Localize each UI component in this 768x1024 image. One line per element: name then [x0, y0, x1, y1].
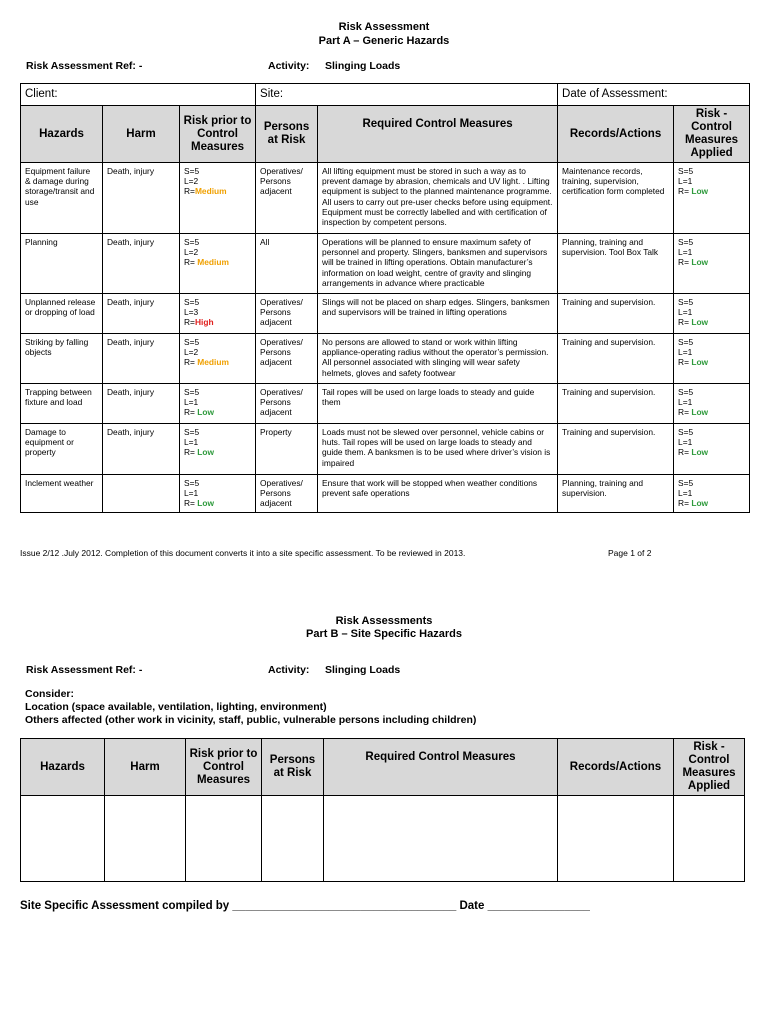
likelihood-value: L=3 — [184, 307, 199, 318]
risk-after-cell — [674, 424, 750, 475]
risk-rating-prefix: R= — [678, 186, 692, 197]
b-cell-risk-prior[interactable] — [186, 796, 262, 882]
hazard-row — [21, 234, 750, 294]
likelihood-value: L=1 — [678, 307, 693, 318]
risk-after-cell — [674, 234, 750, 294]
part-a-activity-value: Slinging Loads — [325, 60, 401, 72]
severity-value: S=5 — [184, 237, 200, 247]
risk-rating — [678, 257, 745, 267]
records-cell: Training and supervision. — [558, 384, 674, 424]
risk-rating-prefix: R= — [184, 257, 198, 268]
harm-cell: Death, injury — [103, 384, 180, 424]
hazard-row — [21, 294, 750, 334]
consider-location: Location (space available, ventilation, lighting, environment) — [25, 701, 327, 713]
part-a-subtitle: Part A – Generic Hazards — [318, 35, 450, 47]
likelihood-value: L=1 — [678, 347, 693, 358]
risk-rating-prefix: R= — [184, 186, 195, 197]
likelihood-value: L=1 — [184, 397, 199, 408]
hazard-cell: Inclement weather — [21, 475, 103, 513]
persons-cell: Operatives/ Persons adjacent — [256, 163, 318, 234]
part-b-activity-label: Activity: — [268, 664, 310, 676]
severity-value: S=5 — [184, 427, 200, 437]
likelihood-value: L=2 — [184, 176, 199, 187]
risk-rating-prefix: R= — [184, 317, 195, 328]
b-header-hazards: Hazards — [21, 739, 105, 796]
risk-prior-cell — [180, 334, 256, 384]
persons-cell: Operatives/ Persons adjacent — [256, 294, 318, 334]
risk-level-low: Low — [691, 186, 709, 197]
footer-page: Page 1 of 2 — [608, 548, 652, 558]
harm-cell — [103, 475, 180, 513]
risk-level-medium: Medium — [197, 357, 229, 368]
risk-level-low: Low — [197, 447, 215, 458]
records-cell: Planning, training and supervision. — [558, 475, 674, 513]
risk-prior-cell — [180, 163, 256, 234]
severity-value: S=5 — [184, 337, 200, 347]
header-measures: Required Control Measures — [318, 106, 558, 163]
likelihood-value: L=1 — [678, 397, 693, 408]
severity-value: S=5 — [678, 237, 694, 247]
risk-rating — [678, 407, 745, 417]
hazard-row — [21, 334, 750, 384]
risk-rating — [184, 498, 251, 508]
measures-cell: Tail ropes will be used on large loads to steady and guide them — [318, 384, 558, 424]
part-a-header-row — [21, 106, 750, 163]
likelihood-value: L=2 — [184, 247, 199, 258]
part-b-table — [20, 738, 745, 882]
records-cell: Training and supervision. — [558, 424, 674, 475]
records-cell: Training and supervision. — [558, 334, 674, 384]
risk-after-cell — [674, 163, 750, 234]
severity-value: S=5 — [678, 478, 694, 488]
measures-cell: All lifting equipment must be stored in such a way as to prevent damage by abrasion, chemicals and UV light. . Lifting equipment is subject to the planned maintenance programme. All users to carry out pre-user checks before using equipment. Equipment must be correctly labelled and with certification of inspection by competent persons. — [318, 163, 558, 234]
header-records: Records/Actions — [558, 106, 674, 163]
risk-rating — [184, 186, 251, 196]
risk-level-low: Low — [691, 498, 709, 509]
likelihood-value: L=2 — [184, 347, 199, 358]
risk-prior-cell — [180, 384, 256, 424]
persons-cell: Operatives/ Persons adjacent — [256, 334, 318, 384]
header-hazards: Hazards — [21, 106, 103, 163]
risk-rating — [678, 186, 745, 196]
hazard-row — [21, 475, 750, 513]
b-cell-persons[interactable] — [262, 796, 324, 882]
risk-rating — [678, 498, 745, 508]
measures-cell: Slings will not be placed on sharp edges. Slingers, banksmen and supervisors will be trained in lifting operations — [318, 294, 558, 334]
severity-value: S=5 — [678, 427, 694, 437]
harm-cell: Death, injury — [103, 163, 180, 234]
measures-cell: Loads must not be slewed over personnel, vehicle cabins or huts. Tail ropes will be used on large loads to steady and guide them. A banksmen is to be used where driver’s vision is impaired — [318, 424, 558, 475]
likelihood-value: L=1 — [184, 488, 199, 499]
b-cell-measures[interactable] — [324, 796, 558, 882]
risk-prior-cell — [180, 294, 256, 334]
part-a-activity-label: Activity: — [268, 60, 310, 72]
risk-level-high: High — [194, 317, 214, 328]
signature-line: Site Specific Assessment compiled by ___________________________________ Date ________________ — [20, 900, 590, 912]
risk-rating-prefix: R= — [678, 498, 692, 509]
b-header-persons: Persons at Risk — [262, 739, 324, 796]
severity-value: S=5 — [184, 166, 200, 176]
harm-cell: Death, injury — [103, 334, 180, 384]
part-b-header-row — [21, 739, 745, 796]
risk-after-cell — [674, 384, 750, 424]
hazard-row — [21, 163, 750, 234]
risk-rating — [184, 357, 251, 367]
risk-prior-cell — [180, 424, 256, 475]
risk-rating-prefix: R= — [678, 447, 692, 458]
records-cell: Maintenance records, training, supervision, certification form completed — [558, 163, 674, 234]
risk-rating-prefix: R= — [678, 357, 692, 368]
severity-value: S=5 — [184, 387, 200, 397]
harm-cell: Death, injury — [103, 234, 180, 294]
footer-issue: Issue 2/12 .July 2012. Completion of this document converts it into a site specific assessment. To be reviewed in 2013. — [20, 548, 466, 558]
part-b-blank-row — [21, 796, 745, 882]
measures-cell: No persons are allowed to stand or work within lifting appliance-operating radius without the operator’s permission. All personnel associated with slinging will wear safety helmets, gloves and safety footwear — [318, 334, 558, 384]
risk-after-cell — [674, 475, 750, 513]
risk-rating-prefix: R= — [184, 357, 198, 368]
hazard-row — [21, 424, 750, 475]
part-b-subtitle: Part B – Site Specific Hazards — [306, 628, 462, 640]
likelihood-value: L=1 — [678, 488, 693, 499]
hazard-cell: Striking by falling objects — [21, 334, 103, 384]
risk-rating-prefix: R= — [678, 317, 692, 328]
hazard-row — [21, 384, 750, 424]
part-a-table — [20, 83, 750, 513]
risk-rating — [184, 257, 251, 267]
risk-rating — [184, 407, 251, 417]
risk-level-low: Low — [691, 257, 709, 268]
hazard-cell: Equipment failure & damage during storage/transit and use — [21, 163, 103, 234]
severity-value: S=5 — [678, 337, 694, 347]
measures-cell: Operations will be planned to ensure maximum safety of personnel and property. Slingers, banksmen and supervisors will be trained in lifting operations. Obtain manufacturer’s information on load weight, centre of gravity and slinging arrangements in advance where practicable — [318, 234, 558, 294]
records-cell: Training and supervision. — [558, 294, 674, 334]
severity-value: S=5 — [678, 166, 694, 176]
likelihood-value: L=1 — [678, 176, 693, 187]
hazard-cell: Damage to equipment or property — [21, 424, 103, 475]
persons-cell: Operatives/ Persons adjacent — [256, 475, 318, 513]
consider-others: Others affected (other work in vicinity, staff, public, vulnerable persons including children) — [25, 714, 477, 726]
hazard-cell: Unplanned release or dropping of load — [21, 294, 103, 334]
hazard-cell: Trapping between fixture and load — [21, 384, 103, 424]
risk-rating — [678, 447, 745, 457]
part-a-ref: Risk Assessment Ref: - — [26, 60, 143, 72]
date-field[interactable]: Date of Assessment: — [558, 84, 750, 106]
risk-level-low: Low — [691, 357, 709, 368]
severity-value: S=5 — [678, 297, 694, 307]
risk-level-low: Low — [197, 407, 215, 418]
risk-rating — [678, 317, 745, 327]
persons-cell: All — [256, 234, 318, 294]
harm-cell: Death, injury — [103, 424, 180, 475]
b-header-risk-prior: Risk prior to Control Measures — [186, 739, 262, 796]
records-cell: Planning, training and supervision. Tool Box Talk — [558, 234, 674, 294]
b-header-risk-after: Risk - Control Measures Applied — [674, 739, 745, 796]
risk-rating-prefix: R= — [184, 498, 198, 509]
harm-cell: Death, injury — [103, 294, 180, 334]
header-risk-after: Risk - Control Measures Applied — [674, 106, 750, 163]
persons-cell: Property — [256, 424, 318, 475]
b-cell-records[interactable] — [558, 796, 674, 882]
severity-value: S=5 — [678, 387, 694, 397]
consider-heading: Consider: — [25, 688, 75, 700]
b-cell-harm[interactable] — [105, 796, 186, 882]
risk-rating-prefix: R= — [678, 407, 692, 418]
client-site-row — [21, 84, 750, 106]
likelihood-value: L=1 — [184, 437, 199, 448]
b-header-harm: Harm — [105, 739, 186, 796]
measures-cell: Ensure that work will be stopped when weather conditions prevent safe operations — [318, 475, 558, 513]
part-a-title: Risk Assessment — [338, 21, 430, 33]
header-harm: Harm — [103, 106, 180, 163]
risk-level-low: Low — [691, 407, 709, 418]
risk-rating-prefix: R= — [184, 447, 198, 458]
b-header-measures: Required Control Measures — [324, 739, 558, 796]
risk-level-low: Low — [691, 317, 709, 328]
severity-value: S=5 — [184, 297, 200, 307]
risk-prior-cell — [180, 475, 256, 513]
persons-cell: Operatives/ Persons adjacent — [256, 384, 318, 424]
risk-after-cell — [674, 334, 750, 384]
risk-level-medium: Medium — [197, 257, 229, 268]
b-cell-risk-after[interactable] — [674, 796, 745, 882]
risk-rating-prefix: R= — [184, 407, 198, 418]
risk-level-low: Low — [691, 447, 709, 458]
risk-level-low: Low — [197, 498, 215, 509]
client-field[interactable]: Client: — [21, 84, 256, 106]
header-persons: Persons at Risk — [256, 106, 318, 163]
risk-rating — [184, 317, 251, 327]
site-field[interactable]: Site: — [256, 84, 558, 106]
severity-value: S=5 — [184, 478, 200, 488]
likelihood-value: L=1 — [678, 247, 693, 258]
risk-rating — [184, 447, 251, 457]
risk-rating-prefix: R= — [678, 257, 692, 268]
header-risk-prior: Risk prior to Control Measures — [180, 106, 256, 163]
risk-prior-cell — [180, 234, 256, 294]
risk-after-cell — [674, 294, 750, 334]
risk-level-medium: Medium — [194, 186, 227, 197]
risk-rating — [678, 357, 745, 367]
likelihood-value: L=1 — [678, 437, 693, 448]
b-cell-hazards[interactable] — [21, 796, 105, 882]
hazard-cell: Planning — [21, 234, 103, 294]
b-header-records: Records/Actions — [558, 739, 674, 796]
part-b-activity-value: Slinging Loads — [325, 664, 401, 676]
part-b-ref: Risk Assessment Ref: - — [26, 664, 143, 676]
part-b-title: Risk Assessments — [335, 615, 433, 627]
